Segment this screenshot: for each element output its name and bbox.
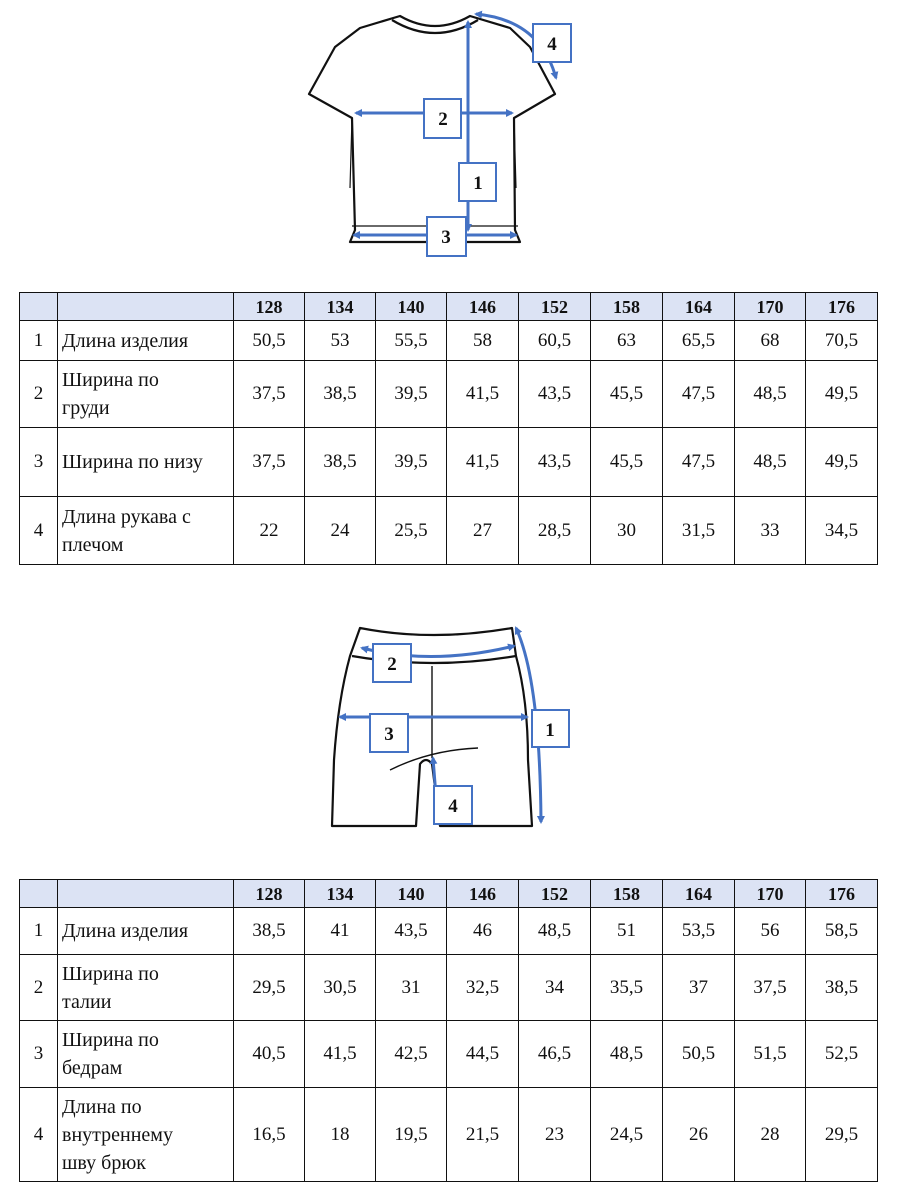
row-number: 4 (20, 1088, 58, 1182)
table-header-row (20, 880, 878, 908)
value-cell: 21,5 (447, 1088, 519, 1182)
name-line: плечом (62, 533, 124, 556)
value-cell: 45,5 (591, 428, 663, 497)
value-cell: 35,5 (591, 955, 663, 1021)
size-header: 158 (591, 293, 663, 321)
shorts-label-1: 1 (545, 720, 555, 741)
value-cell: 39,5 (376, 361, 447, 428)
size-header: 152 (519, 293, 591, 321)
value-cell: 38,5 (305, 428, 376, 497)
value-cell: 23 (519, 1088, 591, 1182)
size-header: 140 (376, 880, 447, 908)
row-number: 4 (20, 497, 58, 565)
value-cell: 63 (591, 321, 663, 361)
value-cell: 34,5 (806, 497, 878, 565)
value-cell: 43,5 (376, 908, 447, 955)
name-line: внутреннему (62, 1123, 173, 1146)
measurement-name (58, 497, 234, 565)
row-number: 2 (20, 955, 58, 1021)
size-header: 158 (591, 880, 663, 908)
value-cell: 32,5 (447, 955, 519, 1021)
value-cell: 70,5 (806, 321, 878, 361)
value-cell: 41,5 (447, 428, 519, 497)
size-header: 146 (447, 293, 519, 321)
name-line: Ширина по (62, 1029, 159, 1051)
value-cell: 38,5 (234, 908, 305, 955)
row-number: 2 (20, 361, 58, 428)
header-name-cell (58, 880, 234, 908)
tshirt-diagram (0, 0, 900, 270)
header-name-cell (58, 293, 234, 321)
name-line: Длина рукава с (62, 505, 191, 528)
size-header: 164 (663, 293, 735, 321)
tshirt-label-4: 4 (547, 34, 557, 55)
value-cell: 53 (305, 321, 376, 361)
value-cell: 65,5 (663, 321, 735, 361)
name-line: шву брюк (62, 1151, 146, 1174)
value-cell: 38,5 (305, 361, 376, 428)
value-cell: 50,5 (663, 1021, 735, 1088)
size-header: 140 (376, 293, 447, 321)
value-cell: 51,5 (735, 1021, 806, 1088)
value-cell: 45,5 (591, 361, 663, 428)
value-cell: 48,5 (735, 428, 806, 497)
value-cell: 28,5 (519, 497, 591, 565)
value-cell: 55,5 (376, 321, 447, 361)
value-cell: 48,5 (735, 361, 806, 428)
value-cell: 31,5 (663, 497, 735, 565)
value-cell: 24,5 (591, 1088, 663, 1182)
value-cell: 48,5 (519, 908, 591, 955)
value-cell: 41 (305, 908, 376, 955)
table-row (20, 1021, 878, 1088)
measurement-name: Ширина по низу (58, 428, 234, 497)
value-cell: 33 (735, 497, 806, 565)
value-cell: 18 (305, 1088, 376, 1182)
table-row (20, 1088, 878, 1182)
value-cell: 24 (305, 497, 376, 565)
measurement-name (58, 361, 234, 428)
size-header: 164 (663, 880, 735, 908)
tshirt-size-table (19, 292, 878, 565)
value-cell: 30,5 (305, 955, 376, 1021)
measurement-name (58, 955, 234, 1021)
value-cell: 37 (663, 955, 735, 1021)
value-cell: 53,5 (663, 908, 735, 955)
value-cell: 52,5 (806, 1021, 878, 1088)
value-cell: 28 (735, 1088, 806, 1182)
shorts-size-table (19, 879, 878, 1182)
value-cell: 38,5 (806, 955, 878, 1021)
value-cell: 44,5 (447, 1021, 519, 1088)
size-header: 152 (519, 880, 591, 908)
name-line: груди (62, 397, 110, 419)
size-header: 176 (806, 880, 878, 908)
size-header: 134 (305, 293, 376, 321)
table-row (20, 955, 878, 1021)
header-num-cell (20, 293, 58, 321)
row-number: 1 (20, 321, 58, 361)
size-header: 146 (447, 880, 519, 908)
value-cell: 48,5 (591, 1021, 663, 1088)
value-cell: 49,5 (806, 361, 878, 428)
name-line: Длина по (62, 1095, 142, 1118)
size-header: 134 (305, 880, 376, 908)
value-cell: 26 (663, 1088, 735, 1182)
table-row (20, 497, 878, 565)
value-cell: 46 (447, 908, 519, 955)
value-cell: 19,5 (376, 1088, 447, 1182)
value-cell: 47,5 (663, 361, 735, 428)
value-cell: 30 (591, 497, 663, 565)
value-cell: 47,5 (663, 428, 735, 497)
value-cell: 68 (735, 321, 806, 361)
size-header: 128 (234, 293, 305, 321)
value-cell: 42,5 (376, 1021, 447, 1088)
value-cell: 51 (591, 908, 663, 955)
table-row (20, 908, 878, 955)
value-cell: 37,5 (735, 955, 806, 1021)
value-cell: 34 (519, 955, 591, 1021)
tshirt-label-2: 2 (438, 109, 448, 130)
row-number: 3 (20, 1021, 58, 1088)
value-cell: 58,5 (806, 908, 878, 955)
tshirt-label-3: 3 (441, 227, 451, 248)
value-cell: 25,5 (376, 497, 447, 565)
size-header: 128 (234, 880, 305, 908)
value-cell: 16,5 (234, 1088, 305, 1182)
tshirt-label-1: 1 (473, 173, 483, 194)
header-num-cell (20, 880, 58, 908)
shorts-label-4: 4 (448, 796, 458, 817)
measurement-name: Длина изделия (58, 908, 234, 955)
value-cell: 50,5 (234, 321, 305, 361)
name-line: бедрам (62, 1057, 123, 1079)
value-cell: 43,5 (519, 361, 591, 428)
size-header: 170 (735, 880, 806, 908)
value-cell: 41,5 (447, 361, 519, 428)
size-header: 176 (806, 293, 878, 321)
name-line: талии (62, 990, 112, 1013)
measurement-name (58, 1088, 234, 1182)
measurement-name: Длина изделия (58, 321, 234, 361)
value-cell: 49,5 (806, 428, 878, 497)
value-cell: 39,5 (376, 428, 447, 497)
measurement-name (58, 1021, 234, 1088)
value-cell: 43,5 (519, 428, 591, 497)
value-cell: 29,5 (234, 955, 305, 1021)
row-number: 1 (20, 908, 58, 955)
value-cell: 37,5 (234, 361, 305, 428)
value-cell: 58 (447, 321, 519, 361)
name-line: Ширина по (62, 962, 159, 985)
value-cell: 29,5 (806, 1088, 878, 1182)
table-header-row (20, 293, 878, 321)
name-line: Ширина по (62, 369, 159, 391)
table-row (20, 321, 878, 361)
value-cell: 41,5 (305, 1021, 376, 1088)
shorts-label-2: 2 (387, 654, 397, 675)
shorts-diagram (0, 615, 900, 845)
shorts-label-3: 3 (384, 724, 394, 745)
row-number: 3 (20, 428, 58, 497)
value-cell: 46,5 (519, 1021, 591, 1088)
value-cell: 40,5 (234, 1021, 305, 1088)
value-cell: 56 (735, 908, 806, 955)
table-row (20, 361, 878, 428)
size-header: 170 (735, 293, 806, 321)
table-row (20, 428, 878, 497)
value-cell: 31 (376, 955, 447, 1021)
value-cell: 27 (447, 497, 519, 565)
value-cell: 60,5 (519, 321, 591, 361)
value-cell: 37,5 (234, 428, 305, 497)
value-cell: 22 (234, 497, 305, 565)
